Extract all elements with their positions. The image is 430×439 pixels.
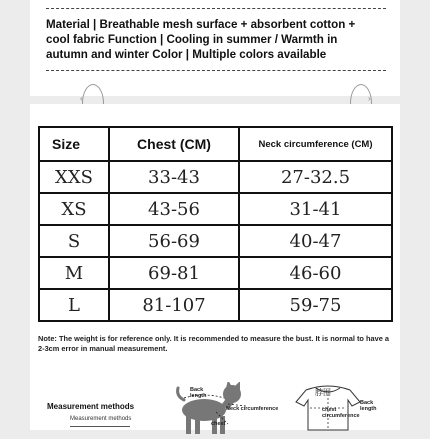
chevron-right-icon: › [368, 94, 371, 103]
measurement-underline [70, 426, 130, 427]
cell-neck: 46-60 [239, 257, 392, 289]
table-row [39, 289, 392, 321]
measurement-subtitle: Measurement methods [70, 416, 132, 422]
dog-back-length-label: Back length [190, 387, 207, 399]
header-chest: Chest (CM) [109, 127, 239, 161]
cell-chest: 43-56 [109, 193, 239, 225]
top-dash-divider [46, 8, 386, 9]
material-description [46, 17, 391, 62]
cell-neck: 59-75 [239, 289, 392, 321]
size-table [38, 126, 393, 322]
cell-neck: 31-41 [239, 193, 392, 225]
cell-neck: 27-32.5 [239, 161, 392, 193]
cell-neck: 40-47 [239, 225, 392, 257]
cell-size: L [39, 289, 109, 321]
shirt-chest-circumference-label: chest circumference [322, 407, 360, 419]
material-line-3: autumn and winter Color | Multiple colors available [46, 48, 327, 61]
cell-size: XS [39, 193, 109, 225]
cell-chest: 33-43 [109, 161, 239, 193]
material-card [30, 0, 400, 96]
material-line-1: Material | Breathable mesh surface + absorbent cotton + [46, 18, 356, 31]
shirt-neck-cjk-label: 脖围 [315, 388, 331, 397]
shirt-back-length-label: Back length [360, 400, 377, 412]
cell-chest: 81-107 [109, 289, 239, 321]
bottom-dash-divider [46, 70, 386, 71]
chevron-left-icon: ‹ [80, 94, 83, 103]
table-row [39, 193, 392, 225]
table-row [39, 225, 392, 257]
cell-size: S [39, 225, 109, 257]
material-line-2: cool fabric Function | Cooling in summer / Warmth in [46, 33, 338, 46]
dog-chest-label: chest [211, 421, 226, 427]
measurement-title: Measurement methods [47, 402, 135, 411]
table-header-row [39, 127, 392, 161]
cell-size: M [39, 257, 109, 289]
cell-size: XXS [39, 161, 109, 193]
header-size: Size [39, 127, 109, 161]
measurement-note: Note: The weight is for reference only. It is recommended to measure the bust. It is normal to have a 2-3cm error in manual measurement. [38, 334, 389, 353]
table-row [39, 161, 392, 193]
header-neck: Neck circumference (CM) [239, 127, 392, 161]
cell-chest: 69-81 [109, 257, 239, 289]
cell-chest: 56-69 [109, 225, 239, 257]
table-row [39, 257, 392, 289]
dog-neck-circumference-label: Neck circumference [226, 406, 279, 412]
size-chart-card [30, 104, 400, 430]
